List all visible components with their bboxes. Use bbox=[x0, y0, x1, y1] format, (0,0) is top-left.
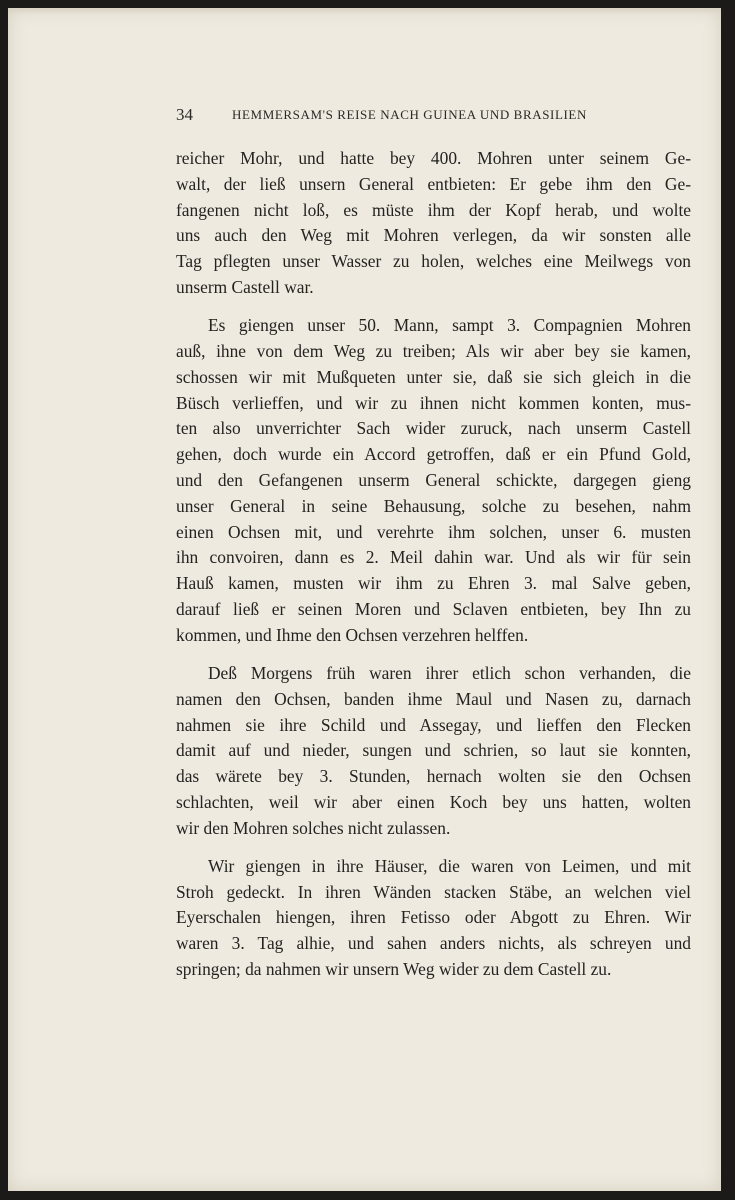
book-page bbox=[8, 8, 721, 1191]
text-line: einen Ochsen mit, und verehrte ihm solchen, unser 6. musten bbox=[176, 521, 691, 542]
text-line: darauf ließ er seinen Moren und Sclaven entbieten, bey Ihn zu bbox=[176, 598, 691, 619]
text-line: unserm Castell war. bbox=[176, 276, 314, 297]
text-line: waren 3. Tag alhie, und sahen anders nichts, als schreyen und bbox=[176, 933, 691, 954]
text-line: namen den Ochsen, banden ihme Maul und Nasen zu, darnach bbox=[176, 688, 691, 709]
text-line: Eyerschalen hiengen, ihren Fetisso oder Abgott zu Ehren. Wir bbox=[176, 907, 691, 928]
text-line: Tag pflegten unser Wasser zu holen, welches eine Meilwegs von bbox=[176, 251, 691, 272]
text-line: wir den Mohren solches nicht zulassen. bbox=[176, 817, 451, 838]
page-number: 34 bbox=[176, 105, 193, 124]
text-line: das wärete bey 3. Stunden, hernach wolten sie den Ochsen bbox=[176, 766, 691, 787]
text-line: Wir giengen in ihre Häuser, die waren von Leimen, und mit bbox=[208, 855, 691, 876]
text-line: Stroh gedeckt. In ihren Wänden stacken Stäbe, an welchen viel bbox=[176, 881, 691, 902]
text-line: gehen, doch wurde ein Accord getroffen, daß er ein Pfund Gold, bbox=[176, 444, 691, 465]
text-line: ten also unverrichter Sach wider zuruck, nach unserm Castell bbox=[176, 418, 691, 439]
paragraph bbox=[176, 146, 691, 301]
text-line: Deß Morgens früh waren ihrer etlich schon verhanden, die bbox=[208, 662, 691, 683]
text-line: ihn convoiren, dann es 2. Meil dahin war. Und als wir für sein bbox=[176, 547, 691, 568]
text-line: Es giengen unser 50. Mann, sampt 3. Compagnien Mohren bbox=[208, 315, 691, 336]
text-line: schossen wir mit Mußqueten unter sie, daß sie sich gleich in die bbox=[176, 366, 691, 387]
text-line: und den Gefangenen unserm General schickte, dargegen gieng bbox=[176, 469, 691, 490]
text-line: uns auch den Weg mit Mohren verlegen, da wir sonsten alle bbox=[176, 225, 691, 246]
text-line: springen; da nahmen wir unsern Weg wider zu dem Castell zu. bbox=[176, 959, 612, 980]
text-line: kommen, und Ihme den Ochsen verzehren helffen. bbox=[176, 624, 529, 645]
paragraph bbox=[176, 661, 691, 842]
body-text bbox=[176, 146, 691, 995]
running-header bbox=[176, 105, 676, 127]
text-line: nahmen sie ihre Schild und Assegay, und lieffen den Flecken bbox=[176, 714, 691, 735]
text-line: unser General in seine Behausung, solche zu besehen, nahm bbox=[176, 495, 691, 516]
text-line: reicher Mohr, und hatte bey 400. Mohren unter seinem Ge- bbox=[176, 148, 691, 168]
page-edge bbox=[8, 8, 721, 14]
paragraph bbox=[176, 313, 691, 648]
text-line: fangenen nicht loß, es müste ihm der Kopf herab, und wolte bbox=[176, 199, 691, 220]
text-line: walt, der ließ unsern General entbieten: Er gebe ihm den Ge- bbox=[176, 173, 691, 194]
text-line: auß, ihne von dem Weg zu treiben; Als wir aber bey sie kamen, bbox=[176, 340, 691, 361]
text-line: Büsch verlieffen, und wir zu ihnen nicht kommen konten, mus- bbox=[176, 392, 691, 413]
text-line: damit auf und nieder, sungen und schrien, so laut sie konnten, bbox=[176, 740, 691, 761]
running-title: HEMMERSAM'S REISE NACH GUINEA UND BRASILIEN bbox=[232, 107, 587, 122]
text-line: Hauß kamen, musten wir ihm zu Ehren 3. mal Salve geben, bbox=[176, 573, 691, 594]
paragraph bbox=[176, 854, 691, 983]
text-line: schlachten, weil wir aber einen Koch bey uns hatten, wolten bbox=[176, 791, 691, 812]
